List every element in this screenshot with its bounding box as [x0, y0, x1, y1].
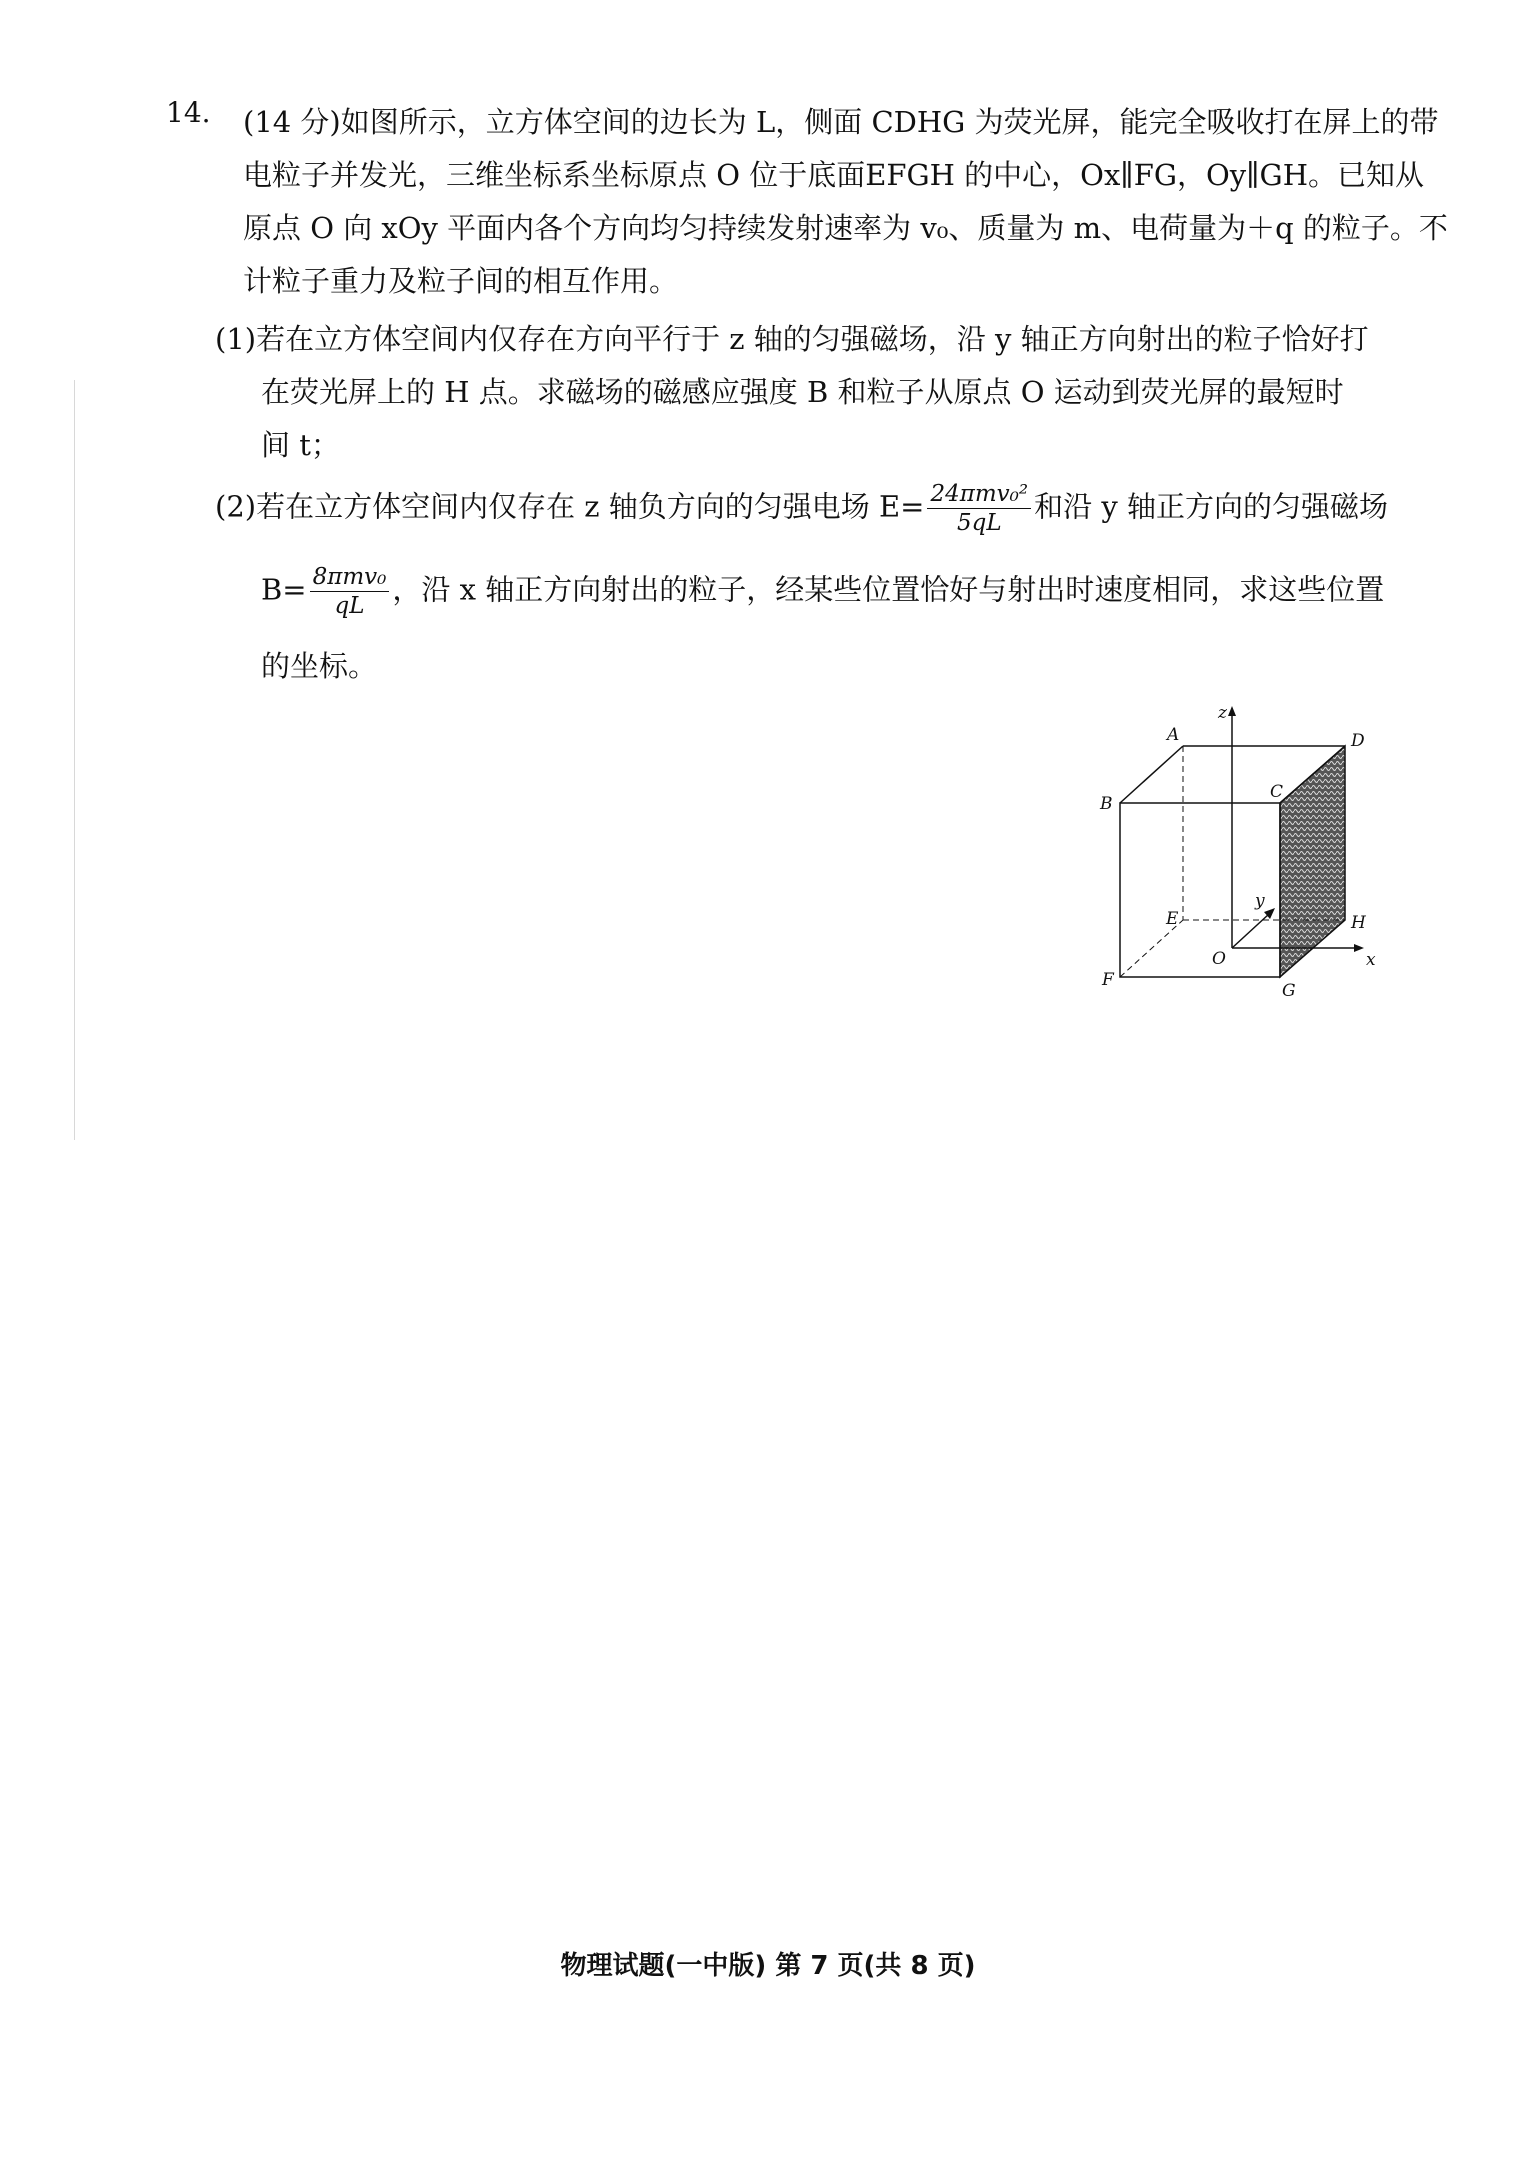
part1-line-1: (1)若在立方体空间内仅存在方向平行于 z 轴的匀强磁场，沿 y 轴正方向射出的粒子恰好打 [215, 322, 1369, 356]
part2-line-1 [215, 480, 1388, 537]
part2-text-1a: (2)若在立方体空间内仅存在 z 轴负方向的匀强电场 E= [215, 489, 925, 524]
part2-line-2 [261, 563, 1384, 620]
electric-field-fraction [927, 480, 1031, 537]
part2-line-3: 的坐标。 [261, 649, 378, 683]
label-x: x [1366, 950, 1376, 970]
part1-line-2: 在荧光屏上的 H 点。求磁场的磁感应强度 B 和粒子从原点 O 运动到荧光屏的最短时 [261, 375, 1344, 409]
label-h: H [1351, 913, 1366, 933]
part2-text-2b: ，沿 x 轴正方向射出的粒子，经某些位置恰好与射出时速度相同，求这些位置 [392, 572, 1385, 607]
label-c: C [1270, 782, 1284, 802]
e-field-denominator: 5qL [956, 510, 1002, 536]
magnetic-field-fraction [310, 563, 390, 620]
question-line-2: 电粒子并发光，三维坐标系坐标原点 O 位于底面EFGH 的中心，Ox∥FG，Oy∥GH。已知从 [243, 158, 1425, 192]
question-score: (14 分) [243, 105, 341, 139]
e-field-numerator: 24πmv₀² [927, 480, 1031, 509]
label-b: B [1100, 794, 1113, 814]
x-axis-arrow [1354, 944, 1364, 952]
question-line-3: 原点 O 向 xOy 平面内各个方向均匀持续发射速率为 v₀、质量为 m、电荷量为＋q 的粒子。不 [243, 211, 1448, 245]
part1-line-3: 间 t； [261, 428, 340, 462]
label-e: E [1166, 909, 1179, 929]
label-y: y [1255, 891, 1265, 911]
edge-ba [1120, 746, 1183, 803]
question-text-1: 如图所示，立方体空间的边长为 L，侧面 CDHG 为荧光屏，能完全吸收打在屏上的带 [340, 105, 1439, 139]
label-f: F [1102, 970, 1114, 990]
b-field-denominator: qL [334, 593, 365, 619]
question-line-1 [243, 96, 1439, 149]
front-face [1120, 803, 1280, 977]
question-line-4: 计粒子重力及粒子间的相互作用。 [243, 264, 679, 298]
z-axis-arrow [1228, 706, 1236, 716]
label-d: D [1351, 731, 1365, 751]
page-footer: 物理试题(一中版) 第 7 页(共 8 页) [560, 1951, 976, 1981]
binding-line [74, 380, 75, 1140]
label-z: z [1218, 703, 1227, 723]
fluorescent-screen [1280, 746, 1345, 977]
question-number: 14. [166, 96, 211, 129]
label-a: A [1167, 725, 1180, 745]
y-axis [1232, 914, 1269, 948]
label-g: G [1282, 981, 1296, 1001]
cube-diagram [1090, 700, 1390, 1001]
part2-text-1b: 和沿 y 轴正方向的匀强磁场 [1034, 489, 1388, 524]
label-o: O [1212, 949, 1226, 969]
b-field-numerator: 8πmv₀ [310, 563, 390, 592]
part2-text-2a: B= [261, 572, 307, 607]
